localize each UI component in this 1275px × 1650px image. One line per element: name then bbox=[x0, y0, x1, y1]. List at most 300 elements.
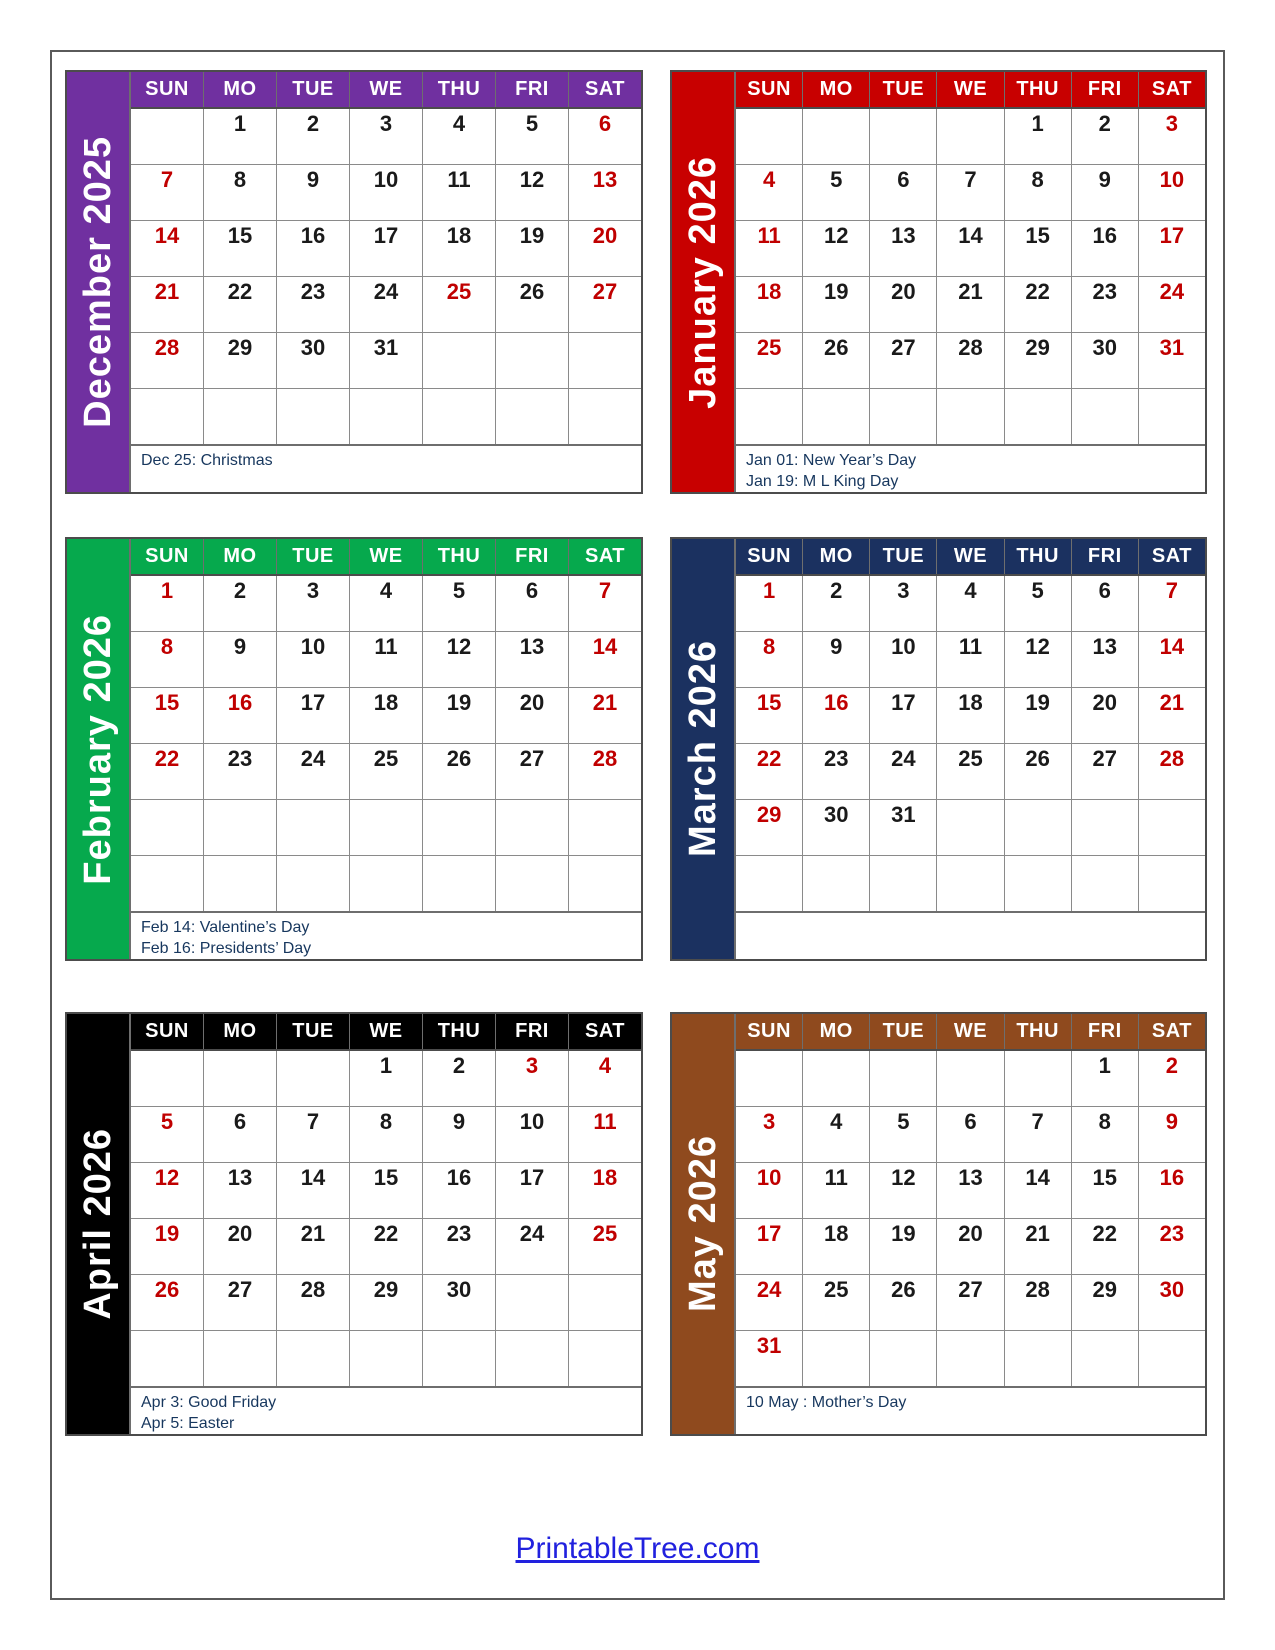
day-cell: 6 bbox=[204, 1107, 276, 1162]
day-cell bbox=[803, 1051, 869, 1106]
day-cell bbox=[277, 1051, 349, 1106]
month-sidebar bbox=[672, 539, 734, 959]
weekday-header: THU bbox=[423, 539, 495, 574]
day-cell: 6 bbox=[569, 109, 641, 164]
day-cell: 26 bbox=[803, 333, 869, 388]
day-cell bbox=[736, 1051, 802, 1106]
weekday-header: SAT bbox=[1139, 1014, 1205, 1049]
day-cell: 17 bbox=[736, 1219, 802, 1274]
day-cell bbox=[277, 389, 349, 444]
day-cell: 29 bbox=[736, 800, 802, 855]
day-cell: 12 bbox=[803, 221, 869, 276]
weekday-header: MO bbox=[204, 72, 276, 107]
day-cell: 15 bbox=[1072, 1163, 1138, 1218]
day-cell: 20 bbox=[204, 1219, 276, 1274]
day-cell: 12 bbox=[1005, 632, 1071, 687]
weekday-header-row bbox=[131, 539, 641, 576]
day-cell: 28 bbox=[937, 333, 1003, 388]
weekday-header: TUE bbox=[277, 1014, 349, 1049]
day-cell: 1 bbox=[1005, 109, 1071, 164]
holiday-note: Apr 5: Easter bbox=[141, 1414, 235, 1432]
day-cell: 14 bbox=[937, 221, 1003, 276]
day-cell: 13 bbox=[569, 165, 641, 220]
day-cell: 22 bbox=[204, 277, 276, 332]
day-cell: 8 bbox=[350, 1107, 422, 1162]
day-cell: 11 bbox=[423, 165, 495, 220]
weekday-header: THU bbox=[1005, 539, 1071, 574]
day-cell: 8 bbox=[1005, 165, 1071, 220]
month-body bbox=[129, 539, 641, 959]
day-cell: 24 bbox=[870, 744, 936, 799]
day-cell: 26 bbox=[423, 744, 495, 799]
day-cell: 26 bbox=[870, 1275, 936, 1330]
day-cell: 4 bbox=[803, 1107, 869, 1162]
day-cell: 21 bbox=[1139, 688, 1205, 743]
day-cell: 10 bbox=[350, 165, 422, 220]
day-cell: 5 bbox=[870, 1107, 936, 1162]
day-cell: 25 bbox=[423, 277, 495, 332]
day-cell: 28 bbox=[1005, 1275, 1071, 1330]
day-cell: 23 bbox=[1139, 1219, 1205, 1274]
day-cell bbox=[423, 1331, 495, 1386]
day-cell: 29 bbox=[204, 333, 276, 388]
weekday-header: SUN bbox=[131, 1014, 203, 1049]
day-cell bbox=[937, 800, 1003, 855]
day-cell: 31 bbox=[736, 1331, 802, 1386]
day-cell: 27 bbox=[937, 1275, 1003, 1330]
weekday-header: FRI bbox=[1072, 539, 1138, 574]
day-cell: 14 bbox=[131, 221, 203, 276]
day-cell: 1 bbox=[204, 109, 276, 164]
day-cell bbox=[1005, 389, 1071, 444]
day-cell: 10 bbox=[277, 632, 349, 687]
day-cell: 20 bbox=[569, 221, 641, 276]
month-label: April 2026 bbox=[76, 1128, 119, 1320]
day-cell: 18 bbox=[736, 277, 802, 332]
weekday-header: MO bbox=[803, 72, 869, 107]
month-sidebar bbox=[67, 1014, 129, 1434]
day-cell bbox=[204, 800, 276, 855]
day-cell: 6 bbox=[870, 165, 936, 220]
day-cell: 25 bbox=[350, 744, 422, 799]
day-cell bbox=[803, 856, 869, 911]
day-cell: 13 bbox=[937, 1163, 1003, 1218]
month-label: December 2025 bbox=[76, 136, 119, 428]
date-grid bbox=[736, 576, 1205, 911]
day-cell: 15 bbox=[131, 688, 203, 743]
day-cell bbox=[1005, 856, 1071, 911]
day-cell: 3 bbox=[736, 1107, 802, 1162]
day-cell: 16 bbox=[204, 688, 276, 743]
month-body bbox=[129, 72, 641, 492]
day-cell: 9 bbox=[1072, 165, 1138, 220]
day-cell: 31 bbox=[1139, 333, 1205, 388]
day-cell: 28 bbox=[569, 744, 641, 799]
day-cell: 12 bbox=[496, 165, 568, 220]
day-cell: 1 bbox=[131, 576, 203, 631]
day-cell: 19 bbox=[870, 1219, 936, 1274]
weekday-header: FRI bbox=[1072, 72, 1138, 107]
weekday-header: FRI bbox=[496, 1014, 568, 1049]
day-cell: 17 bbox=[350, 221, 422, 276]
month-label: March 2026 bbox=[681, 640, 724, 858]
month-body bbox=[734, 1014, 1205, 1434]
day-cell: 15 bbox=[736, 688, 802, 743]
weekday-header: SUN bbox=[736, 72, 802, 107]
weekday-header: FRI bbox=[496, 539, 568, 574]
day-cell: 2 bbox=[803, 576, 869, 631]
holiday-notes bbox=[131, 444, 641, 492]
day-cell bbox=[1139, 800, 1205, 855]
day-cell bbox=[423, 856, 495, 911]
day-cell: 7 bbox=[937, 165, 1003, 220]
month-sidebar bbox=[67, 72, 129, 492]
holiday-note: 10 May : Mother’s Day bbox=[746, 1394, 907, 1411]
day-cell: 24 bbox=[350, 277, 422, 332]
day-cell: 22 bbox=[1005, 277, 1071, 332]
day-cell bbox=[204, 856, 276, 911]
weekday-header: WE bbox=[937, 539, 1003, 574]
day-cell: 19 bbox=[496, 221, 568, 276]
day-cell: 30 bbox=[803, 800, 869, 855]
day-cell: 7 bbox=[1005, 1107, 1071, 1162]
day-cell: 10 bbox=[1139, 165, 1205, 220]
day-cell bbox=[937, 389, 1003, 444]
day-cell: 30 bbox=[1072, 333, 1138, 388]
day-cell: 6 bbox=[496, 576, 568, 631]
weekday-header: MO bbox=[803, 1014, 869, 1049]
day-cell: 16 bbox=[423, 1163, 495, 1218]
day-cell bbox=[569, 800, 641, 855]
weekday-header-row bbox=[131, 1014, 641, 1051]
day-cell: 16 bbox=[1139, 1163, 1205, 1218]
month-body bbox=[129, 1014, 641, 1434]
weekday-header: SAT bbox=[1139, 539, 1205, 574]
day-cell: 4 bbox=[423, 109, 495, 164]
day-cell: 21 bbox=[1005, 1219, 1071, 1274]
weekday-header: WE bbox=[350, 539, 422, 574]
day-cell: 8 bbox=[131, 632, 203, 687]
weekday-header: FRI bbox=[1072, 1014, 1138, 1049]
calendar-march-2026 bbox=[670, 537, 1207, 961]
day-cell: 7 bbox=[1139, 576, 1205, 631]
calendar-january-2026 bbox=[670, 70, 1207, 494]
day-cell bbox=[423, 389, 495, 444]
day-cell: 4 bbox=[937, 576, 1003, 631]
day-cell bbox=[350, 1331, 422, 1386]
day-cell bbox=[870, 856, 936, 911]
day-cell: 9 bbox=[423, 1107, 495, 1162]
weekday-header: WE bbox=[937, 1014, 1003, 1049]
weekday-header: MO bbox=[204, 1014, 276, 1049]
day-cell bbox=[277, 800, 349, 855]
day-cell bbox=[1005, 800, 1071, 855]
day-cell: 19 bbox=[1005, 688, 1071, 743]
weekday-header-row bbox=[736, 539, 1205, 576]
day-cell bbox=[131, 1331, 203, 1386]
day-cell bbox=[423, 333, 495, 388]
day-cell: 6 bbox=[1072, 576, 1138, 631]
day-cell: 17 bbox=[277, 688, 349, 743]
weekday-header: WE bbox=[350, 1014, 422, 1049]
day-cell bbox=[937, 109, 1003, 164]
weekday-header: WE bbox=[937, 72, 1003, 107]
day-cell: 9 bbox=[803, 632, 869, 687]
day-cell: 31 bbox=[870, 800, 936, 855]
day-cell bbox=[803, 389, 869, 444]
day-cell: 5 bbox=[803, 165, 869, 220]
date-grid bbox=[131, 576, 641, 911]
day-cell bbox=[131, 800, 203, 855]
day-cell bbox=[736, 389, 802, 444]
day-cell bbox=[496, 389, 568, 444]
day-cell: 2 bbox=[277, 109, 349, 164]
day-cell: 30 bbox=[277, 333, 349, 388]
day-cell: 21 bbox=[277, 1219, 349, 1274]
day-cell bbox=[870, 1051, 936, 1106]
date-grid bbox=[736, 109, 1205, 444]
day-cell: 22 bbox=[131, 744, 203, 799]
day-cell: 24 bbox=[1139, 277, 1205, 332]
day-cell: 3 bbox=[1139, 109, 1205, 164]
day-cell bbox=[350, 856, 422, 911]
day-cell bbox=[1072, 800, 1138, 855]
month-sidebar bbox=[672, 1014, 734, 1434]
day-cell: 14 bbox=[1139, 632, 1205, 687]
day-cell: 11 bbox=[937, 632, 1003, 687]
day-cell: 27 bbox=[496, 744, 568, 799]
day-cell: 12 bbox=[423, 632, 495, 687]
day-cell: 9 bbox=[204, 632, 276, 687]
month-label: May 2026 bbox=[681, 1135, 724, 1313]
day-cell bbox=[1139, 389, 1205, 444]
month-sidebar bbox=[67, 539, 129, 959]
weekday-header: WE bbox=[350, 72, 422, 107]
day-cell: 13 bbox=[496, 632, 568, 687]
weekday-header: SAT bbox=[569, 1014, 641, 1049]
day-cell: 20 bbox=[870, 277, 936, 332]
day-cell: 21 bbox=[569, 688, 641, 743]
day-cell bbox=[736, 856, 802, 911]
day-cell: 30 bbox=[423, 1275, 495, 1330]
day-cell: 11 bbox=[736, 221, 802, 276]
weekday-header-row bbox=[736, 1014, 1205, 1051]
weekday-header: MO bbox=[204, 539, 276, 574]
day-cell: 27 bbox=[870, 333, 936, 388]
day-cell: 27 bbox=[1072, 744, 1138, 799]
day-cell: 18 bbox=[803, 1219, 869, 1274]
day-cell bbox=[870, 1331, 936, 1386]
day-cell: 4 bbox=[569, 1051, 641, 1106]
day-cell: 23 bbox=[803, 744, 869, 799]
day-cell bbox=[277, 856, 349, 911]
day-cell: 6 bbox=[937, 1107, 1003, 1162]
day-cell: 28 bbox=[1139, 744, 1205, 799]
day-cell: 4 bbox=[350, 576, 422, 631]
weekday-header: SAT bbox=[569, 539, 641, 574]
weekday-header: SUN bbox=[736, 1014, 802, 1049]
day-cell: 8 bbox=[1072, 1107, 1138, 1162]
day-cell: 2 bbox=[1139, 1051, 1205, 1106]
day-cell: 26 bbox=[1005, 744, 1071, 799]
day-cell bbox=[1005, 1051, 1071, 1106]
day-cell bbox=[496, 1331, 568, 1386]
day-cell: 23 bbox=[1072, 277, 1138, 332]
day-cell bbox=[937, 1051, 1003, 1106]
day-cell bbox=[870, 389, 936, 444]
holiday-note: Jan 01: New Year’s Day bbox=[746, 452, 917, 469]
holiday-notes bbox=[131, 1386, 641, 1434]
day-cell: 17 bbox=[1139, 221, 1205, 276]
day-cell: 27 bbox=[204, 1275, 276, 1330]
day-cell: 25 bbox=[736, 333, 802, 388]
day-cell: 17 bbox=[870, 688, 936, 743]
day-cell bbox=[423, 800, 495, 855]
day-cell: 15 bbox=[350, 1163, 422, 1218]
day-cell: 5 bbox=[131, 1107, 203, 1162]
day-cell bbox=[204, 1051, 276, 1106]
day-cell: 1 bbox=[350, 1051, 422, 1106]
day-cell: 22 bbox=[736, 744, 802, 799]
day-cell bbox=[496, 856, 568, 911]
holiday-note: Feb 14: Valentine’s Day bbox=[141, 919, 310, 936]
day-cell bbox=[1139, 1331, 1205, 1386]
weekday-header: SAT bbox=[569, 72, 641, 107]
day-cell: 9 bbox=[1139, 1107, 1205, 1162]
day-cell bbox=[803, 109, 869, 164]
day-cell bbox=[569, 1331, 641, 1386]
day-cell bbox=[277, 1331, 349, 1386]
day-cell: 13 bbox=[870, 221, 936, 276]
day-cell: 18 bbox=[937, 688, 1003, 743]
day-cell bbox=[870, 109, 936, 164]
day-cell: 10 bbox=[870, 632, 936, 687]
day-cell: 29 bbox=[350, 1275, 422, 1330]
month-label: January 2026 bbox=[681, 155, 724, 409]
day-cell bbox=[350, 389, 422, 444]
weekday-header-row bbox=[736, 72, 1205, 109]
day-cell: 27 bbox=[569, 277, 641, 332]
calendar-february-2026 bbox=[65, 537, 643, 961]
day-cell: 3 bbox=[496, 1051, 568, 1106]
day-cell: 2 bbox=[1072, 109, 1138, 164]
holiday-note: Dec 25: Christmas bbox=[141, 452, 273, 469]
day-cell: 28 bbox=[277, 1275, 349, 1330]
month-body bbox=[734, 72, 1205, 492]
date-grid bbox=[131, 1051, 641, 1386]
holiday-notes bbox=[736, 444, 1205, 492]
day-cell: 25 bbox=[803, 1275, 869, 1330]
day-cell: 16 bbox=[277, 221, 349, 276]
day-cell: 28 bbox=[131, 333, 203, 388]
day-cell: 11 bbox=[350, 632, 422, 687]
day-cell: 5 bbox=[496, 109, 568, 164]
day-cell: 3 bbox=[870, 576, 936, 631]
day-cell bbox=[131, 389, 203, 444]
day-cell bbox=[131, 856, 203, 911]
day-cell: 19 bbox=[131, 1219, 203, 1274]
day-cell bbox=[1072, 1331, 1138, 1386]
weekday-header: TUE bbox=[870, 1014, 936, 1049]
day-cell: 15 bbox=[1005, 221, 1071, 276]
day-cell bbox=[496, 333, 568, 388]
day-cell bbox=[803, 1331, 869, 1386]
day-cell: 16 bbox=[803, 688, 869, 743]
weekday-header-row bbox=[131, 72, 641, 109]
day-cell: 17 bbox=[496, 1163, 568, 1218]
holiday-notes bbox=[131, 911, 641, 959]
day-cell bbox=[350, 800, 422, 855]
day-cell: 26 bbox=[131, 1275, 203, 1330]
weekday-header: FRI bbox=[496, 72, 568, 107]
day-cell: 13 bbox=[204, 1163, 276, 1218]
day-cell bbox=[937, 1331, 1003, 1386]
day-cell: 21 bbox=[937, 277, 1003, 332]
day-cell: 20 bbox=[937, 1219, 1003, 1274]
holiday-note: Apr 3: Good Friday bbox=[141, 1394, 277, 1411]
day-cell: 10 bbox=[736, 1163, 802, 1218]
day-cell: 7 bbox=[569, 576, 641, 631]
day-cell bbox=[569, 856, 641, 911]
day-cell: 29 bbox=[1005, 333, 1071, 388]
day-cell: 20 bbox=[496, 688, 568, 743]
footer bbox=[0, 1532, 1275, 1566]
holiday-note: Jan 19: M L King Day bbox=[746, 472, 899, 490]
calendar-may-2026 bbox=[670, 1012, 1207, 1436]
day-cell: 18 bbox=[569, 1163, 641, 1218]
weekday-header: TUE bbox=[870, 539, 936, 574]
weekday-header: TUE bbox=[277, 72, 349, 107]
footer-link[interactable]: PrintableTree.com bbox=[515, 1532, 760, 1565]
day-cell: 13 bbox=[1072, 632, 1138, 687]
day-cell bbox=[131, 1051, 203, 1106]
day-cell bbox=[204, 389, 276, 444]
holiday-note: Feb 16: Presidents’ Day bbox=[141, 939, 312, 957]
day-cell bbox=[569, 1275, 641, 1330]
day-cell: 8 bbox=[204, 165, 276, 220]
calendar-april-2026 bbox=[65, 1012, 643, 1436]
day-cell: 7 bbox=[131, 165, 203, 220]
calendar-december-2025 bbox=[65, 70, 643, 494]
day-cell: 30 bbox=[1139, 1275, 1205, 1330]
holiday-notes bbox=[736, 1386, 1205, 1434]
day-cell: 3 bbox=[277, 576, 349, 631]
day-cell: 18 bbox=[350, 688, 422, 743]
day-cell: 24 bbox=[496, 1219, 568, 1274]
day-cell: 22 bbox=[350, 1219, 422, 1274]
day-cell: 23 bbox=[204, 744, 276, 799]
day-cell: 24 bbox=[736, 1275, 802, 1330]
day-cell: 23 bbox=[423, 1219, 495, 1274]
weekday-header: THU bbox=[423, 72, 495, 107]
day-cell: 1 bbox=[1072, 1051, 1138, 1106]
day-cell bbox=[496, 1275, 568, 1330]
weekday-header: MO bbox=[803, 539, 869, 574]
day-cell: 12 bbox=[131, 1163, 203, 1218]
day-cell: 2 bbox=[423, 1051, 495, 1106]
day-cell bbox=[937, 856, 1003, 911]
day-cell: 11 bbox=[569, 1107, 641, 1162]
day-cell bbox=[131, 109, 203, 164]
day-cell: 7 bbox=[277, 1107, 349, 1162]
day-cell: 18 bbox=[423, 221, 495, 276]
day-cell: 4 bbox=[736, 165, 802, 220]
day-cell bbox=[1072, 856, 1138, 911]
day-cell: 20 bbox=[1072, 688, 1138, 743]
weekday-header: TUE bbox=[277, 539, 349, 574]
day-cell: 11 bbox=[803, 1163, 869, 1218]
day-cell: 3 bbox=[350, 109, 422, 164]
